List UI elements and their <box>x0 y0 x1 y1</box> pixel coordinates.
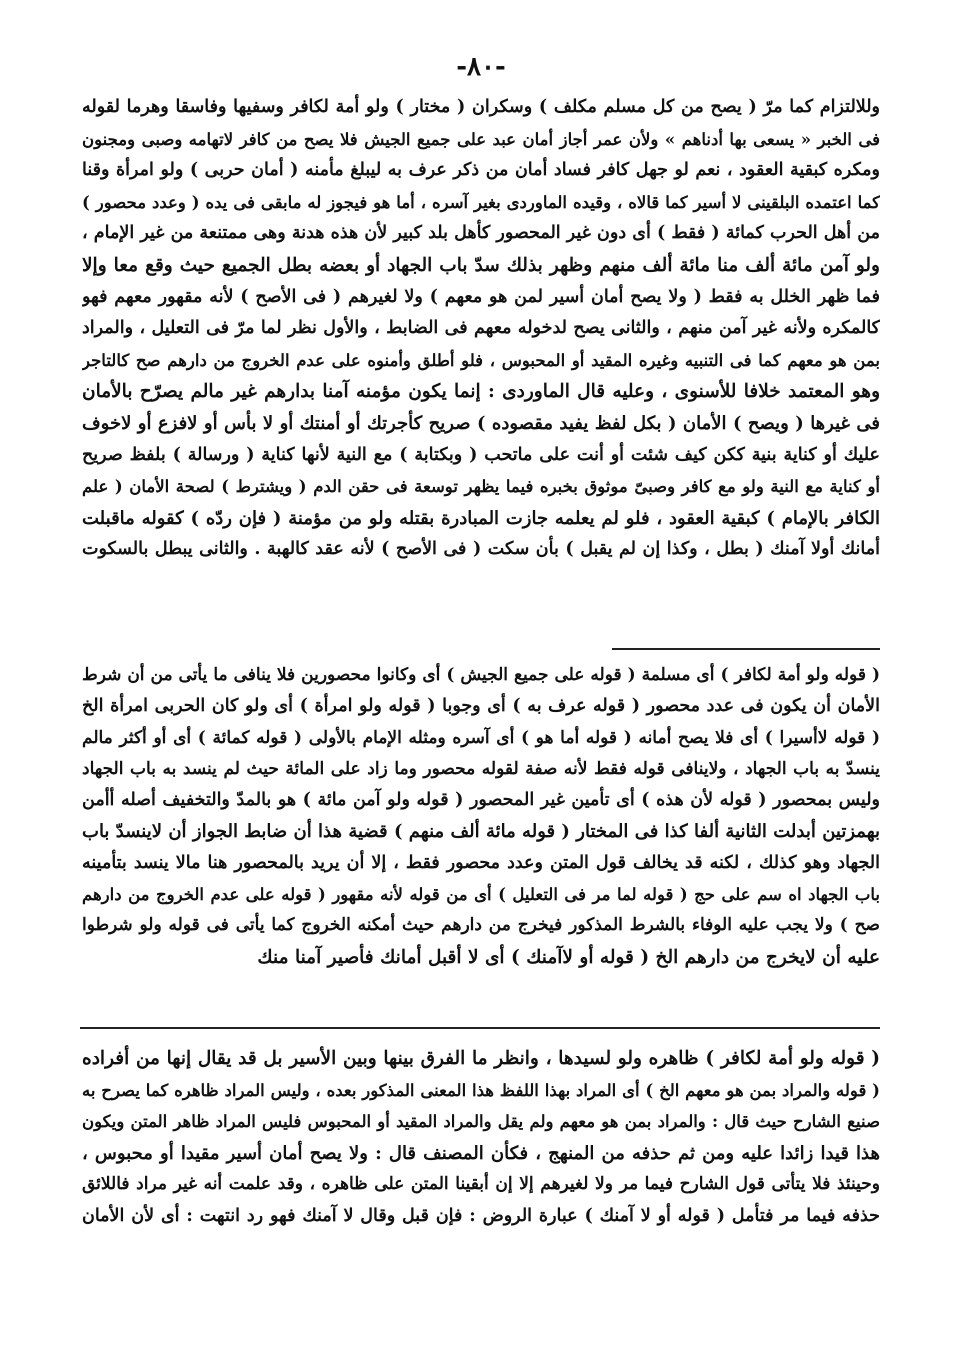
commentary-line: حذفه فيما مر فتأمل ( قوله أو لا آمنك ) عبارة الروض : فإن قبل وقال لا آمنك فهو رد انتهت : أى لأن الأمان <box>82 1205 880 1226</box>
main-text-line: وهو المعتمد خلافا للأسنوى ، وعليه قال الماوردى : إنما يكون مؤمنه آمنا بدارهم غير مالم يصرّح بالأمان <box>82 381 880 403</box>
commentary-line: وحينئذ فلا يتأتى قول الشارح فيما مر ولا لغيرهم إلا إن أبقينا المتن على ظاهره ، وقد علمت أنه غير مراد فاللائق <box>82 1174 880 1194</box>
main-text-line: عليك أو كناية بنية ككن كيف شئت أو أنت على ماتحب ( وبكتابة ) مع النية لأنها كناية ( ورسالة ) بلفظ صريح <box>82 444 880 465</box>
commentary-second <box>82 1043 880 1232</box>
commentary-line: صح ) ولا يجب عليه الوفاء بالشرط المذكور فيخرج من دارهم حيث أمكنه الخروج كما يأتى فى قوله ولو شرطوا <box>82 915 880 936</box>
main-text <box>82 92 880 566</box>
main-text-line: الكافر بالإمام ) كبقية العقود ، فلو لم يعلمه جازت المبادرة بقتله ولو من مؤمنة ( فإن ردّه ) كقوله ماقبلت <box>82 507 880 529</box>
main-text-line: فى غيرها ( ويصح ) الأمان ( بكل لفظ يفيد مقصوده ) صريح كأجرتك أو أمنتك أو لا بأس أو لافزع أو لاخوف <box>82 412 880 434</box>
commentary-line: ( قوله لاأسيرا ) أى فلا يصح أمانه ( قوله أما هو ) أى آسره ومثله الإمام بالأولى ( قوله كمائة ) أى أو أكثر مالم <box>82 727 880 748</box>
main-text-line: ولو آمن مائة ألف منا مائة ألف منهم وظهر بذلك سدّ باب الجهاد أو بعضه بطل الجميع حيث وقع معا وإلا <box>82 254 880 276</box>
main-text-line: أمانك أولا آمنك ( بطل ، وكذا إن لم يقبل ) بأن سكت ( فى الأصح ) لأنه عقد كالهبة . والثانى يبطل بالسكوت <box>82 539 880 560</box>
main-text-line: أو كناية مع النية ولو مع كافر وصبىّ موثوق بخبره فيما يظهر توسعة فى حقن الدم ( ويشترط ) لصحة الأمان ( علم <box>82 477 880 497</box>
commentary-line: ( قوله ولو أمة لكافر ) ظاهره ولو لسيدها ، وانظر ما الفرق بينها وبين الأسير بل قد يقال إنها من أفراده <box>82 1048 880 1069</box>
main-text-line: كما اعتمده البلقينى لا أسير كما قالاه ، وقيده الماوردى بغير آسره ، أما هو فيجوز له مابقى فى يده ( وعدد محصور ) <box>82 192 880 212</box>
commentary-line: الأمان أن يكون فى عدد محصور ( قوله عرف به ) أى وجوبا ( قوله ولو امرأة ) أى ولو كان الحربى امرأة الخ <box>82 696 880 717</box>
main-text-line: فى الخبر « يسعى بها أدناهم » ولأن عمر أجاز أمان عبد على جميع الجيش فلا يصح من كافر لاتهامه وصبى ومجنون <box>82 129 880 149</box>
commentary-line: الجهاد وهو كذلك ، لكنه قد يخالف قول المتن وعدد محصور فقط ، إلا أن يريد بالمحصور هنا مالا ينسد بتأمينه <box>82 852 880 873</box>
commentary-line: ( قوله والمراد بمن هو معهم الخ ) أى المراد بهذا اللفظ هذا المعنى المذكور بعده ، وليس المراد ظاهره كما يصرح به <box>82 1080 880 1100</box>
commentary-line: عليه أن لايخرج من دارهم الخ ( قوله أو لاآمنك ) أى لا أقبل أمانك فأصير آمنا منك <box>257 946 880 968</box>
commentary-line: ( قوله ولو أمة لكافر ) أى مسلمة ( قوله على جميع الجيش ) أى وكانوا محصورين فلا ينافى ما يأتى من أن شرط <box>82 665 880 685</box>
commentary-line: هذا قيدا زائدا عليه ومن ثم حذفه من المنهج ، فكأن المصنف قال : ولا يصح أمان أسير مقيدا أو محبوس ، <box>82 1142 880 1164</box>
commentary-line: بهمزتين أبدلت الثانية ألفا كذا فى المختار ( قوله مائة ألف منهم ) قضية هذا أن ضابط الجواز أن لاينسدّ باب <box>82 821 880 843</box>
commentary-line: ينسدّ به باب الجهاد ، ولاينافى قوله فقط لأنه صفة لقوله محصور وما زاد على المائة حيث لم ينسد به باب الجهاد <box>82 758 880 779</box>
section-divider <box>80 1027 880 1029</box>
commentary-line: وليس بمحصور ( قوله لأن هذه ) أى تأمين غير المحصور ( قوله ولو آمن مائة ) هو بالمدّ والتخفيف أصله أأمن <box>82 790 880 811</box>
main-text-line: بمن هو معهم كما فى التنبيه وغيره المقيد أو المحبوس ، فلو أطلق وأمنوه على عدم الخروج من دارهم صح كالتاجر <box>82 350 880 370</box>
commentary-line: باب الجهاد اه سم على حج ( قوله لما مر فى التعليل ) أى من قوله لأنه مقهور ( قوله على عدم الخروج من دارهم <box>82 885 880 905</box>
main-text-line: وللالتزام كما مرّ ( يصح من كل مسلم مكلف ) وسكران ( مختار ) ولو أمة لكافر وسفيها وفاسقا وهرما لقوله <box>82 97 880 117</box>
section-divider <box>612 648 880 650</box>
main-text-line: فما ظهر الخلل به فقط ( ولا يصح أمان أسير لمن هو معهم ) ولا لغيرهم ( فى الأصح ) لأنه مقهور معهم فهو <box>82 286 880 307</box>
main-text-line: من أهل الحرب كمائة ( فقط ) أى دون غير المحصور كأهل بلد كبير لأن هذه هدنة وهى ممتنعة من غير الإمام ، <box>82 223 880 244</box>
commentary-line: صنيع الشارح حيث قال : والمراد بمن هو معهم ولم يقل والمراد المقيد أو المحبوس فليس المراد ظاهر المتن ويكون <box>82 1112 880 1131</box>
commentary-first <box>82 660 880 973</box>
page-number: -٨٠- <box>456 52 506 82</box>
main-text-line: كالمكره ولأنه غير آمن منهم ، والثانى يصح لدخوله معهم فى الضابط ، والأول نظر لما مرّ فى التعليل ، والمراد <box>82 318 880 339</box>
main-text-line: ومكره كبقية العقود ، نعم لو جهل كافر فساد أمان من ذكر عرف به ليبلغ مأمنه ( أمان حربى ) ولو امرأة وقنا <box>82 160 880 181</box>
